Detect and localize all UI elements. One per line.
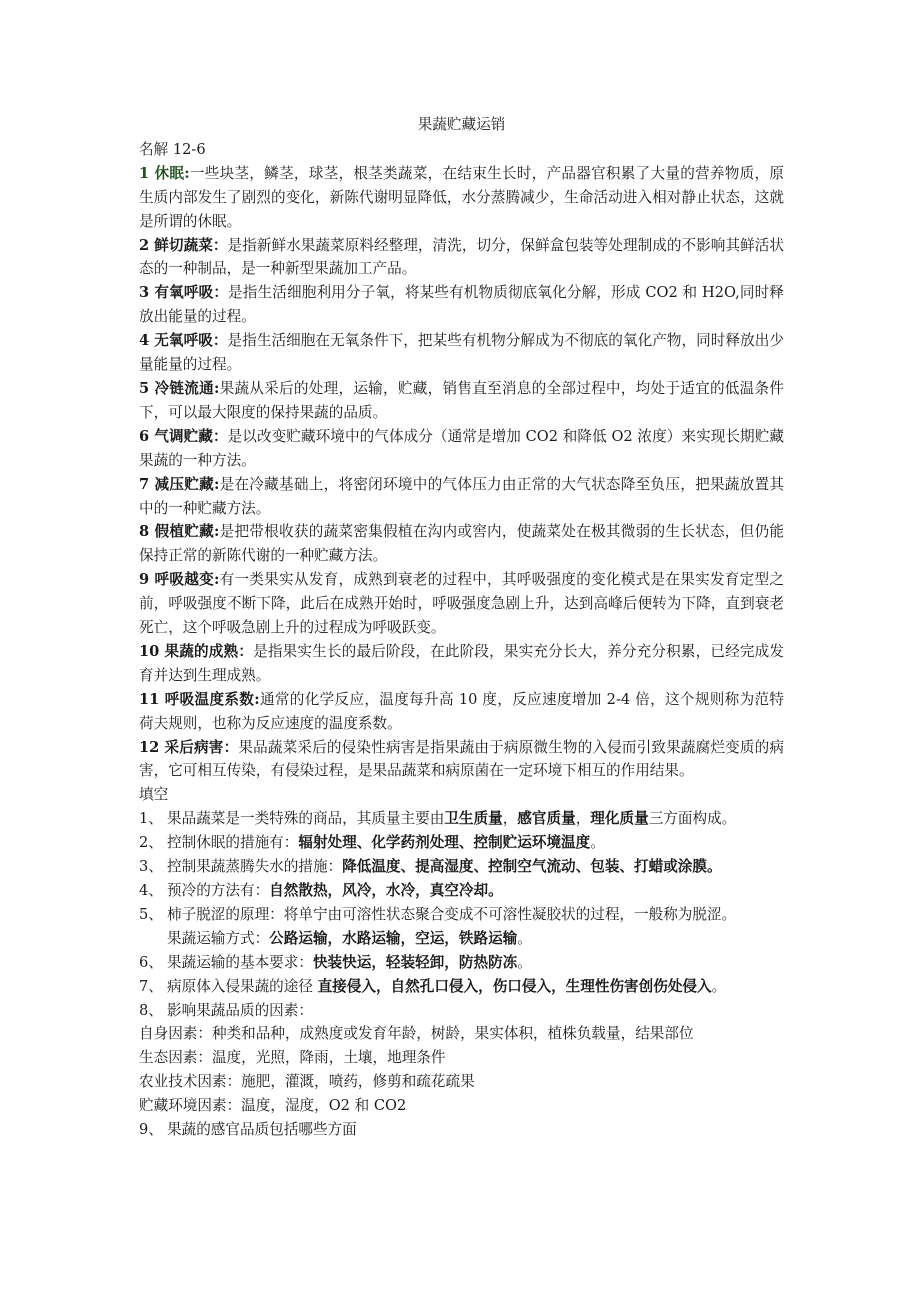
- factor-line: 自身因素：种类和品种，成熟度或发育年龄，树龄，果实体积，植株负载量，结果部位: [139, 1025, 694, 1043]
- item-number: 7、: [139, 977, 163, 995]
- fill-item-5b: [139, 927, 784, 951]
- fill-item-8: [139, 999, 784, 1023]
- fill-item-9: [139, 1118, 784, 1142]
- term-heading: 5 冷链流通: [139, 379, 214, 397]
- item-number: 8、: [139, 1001, 163, 1019]
- question-text: 。: [517, 929, 532, 947]
- term-heading: 8 假植贮藏: [139, 523, 214, 541]
- term-text: 是在冷藏基础上，将密闭环境中的气体压力由正常的大气状态降至负压，把果蔬放置其中的一种贮藏方法。: [139, 475, 784, 517]
- item-number: 2、: [139, 834, 163, 852]
- fill-item-2: [139, 831, 784, 855]
- factor-line: 贮藏环境因素：温度，湿度，O2 和 CO2: [139, 1097, 407, 1115]
- answer-text: 快装快运，轻装轻卸，防热防冻: [312, 953, 518, 971]
- question-text: 三方面构成。: [648, 810, 737, 828]
- term-separator: :: [184, 164, 190, 182]
- item-number: 1、: [139, 810, 163, 828]
- question-text: 果品蔬菜是一类特殊的商品，其质量主要由: [167, 810, 445, 828]
- separator-text: ，: [575, 810, 591, 828]
- term-heading: 7 减压贮藏: [139, 475, 214, 493]
- answer-text: 理化质量: [590, 810, 649, 828]
- term-heading: 1 休眠: [139, 164, 185, 182]
- term-text: 是指生活细胞利用分子氧，将某些有机物质彻底氧化分解，形成 CO2 和 H2O,同时释放出能量的过程。: [139, 284, 784, 326]
- question-text: 果蔬运输方式：: [167, 929, 270, 947]
- term-definition: [139, 329, 784, 377]
- term-text: 是把带根收获的蔬菜密集假植在沟内或窖内，使蔬菜处在极其微弱的生长状态，但仍能保持正常的新陈代谢的一种贮藏方法。: [139, 523, 784, 565]
- item-number: 5、: [139, 905, 163, 923]
- question-text: 果蔬的感官品质包括哪些方面: [167, 1121, 357, 1139]
- question-text: 果蔬运输的基本要求：: [167, 953, 313, 971]
- term-heading: 11 呼吸温度系数: [139, 690, 255, 708]
- question-text: 。: [517, 953, 532, 971]
- answer-text: 降低温度、提高湿度、控制空气流动、包装、打蜡或涂膜。: [342, 858, 722, 876]
- terms-list: [139, 162, 784, 784]
- term-text: 通常的化学反应，温度每升高 10 度，反应速度增加 2-4 倍，这个规则称为范特荷夫规则，也称为反应速度的温度系数。: [139, 690, 785, 732]
- item-number: 4、: [139, 882, 163, 899]
- term-heading: 12 采后病害: [139, 738, 224, 756]
- term-separator: ：: [212, 427, 228, 445]
- term-heading: 10 果蔬的成熟: [139, 642, 239, 660]
- term-separator: ：: [213, 284, 229, 302]
- question-text: 柿子脱涩的原理：将单宁由可溶性状态聚合变成不可溶性凝胶状的过程，一般称为脱涩。: [167, 905, 737, 923]
- question-text: 病原体入侵果蔬的途径: [167, 977, 318, 995]
- term-definition: [139, 736, 784, 784]
- answer-text: 感官质量: [517, 810, 576, 828]
- section-heading-terms: 名解 12-6: [139, 140, 206, 158]
- question-text: 。: [711, 977, 727, 995]
- term-heading: 3 有氧呼吸: [139, 284, 214, 302]
- section-heading-fill: 填空: [139, 786, 169, 804]
- term-heading: 6 气调贮藏: [139, 427, 213, 445]
- item-number: 9、: [139, 1121, 163, 1139]
- term-text: 是指新鲜水果蔬菜原料经整理，清洗，切分，保鲜盒包装等处理制成的不影响其鲜活状态的一种制品，是一种新型果蔬加工产品。: [139, 236, 784, 278]
- term-separator: :: [213, 379, 220, 397]
- term-heading: 9 呼吸越变: [139, 571, 214, 589]
- fill-item-1: [139, 807, 784, 831]
- answer-text: 辐射处理、化学药剂处理、控制贮运环境温度: [298, 834, 591, 852]
- term-heading: 2 鲜切蔬菜: [139, 236, 213, 254]
- term-definition: [139, 425, 784, 473]
- fill-item-6: [139, 951, 784, 975]
- question-text: 控制休眠的措施有：: [167, 834, 299, 852]
- term-text: 有一类果实从发育，成熟到衰老的过程中，其呼吸强度的变化模式是在果实发育定型之前，呼吸强度不断下降，此后在成熟开始时，呼吸强度急剧上升，达到高峰后便转为下降，直到衰老死亡，这个呼吸急剧上升的过程成为呼吸跃变。: [139, 571, 784, 637]
- factor-line: 农业技术因素：施肥，灌溉，喷药，修剪和疏花疏果: [139, 1073, 475, 1091]
- answer-text: 自然散热，风冷，水冷，真空冷却。: [269, 882, 503, 899]
- term-text: 一些块茎，鳞茎，球茎，根茎类蔬菜，在结束生长时，产品器官积累了大量的营养物质，原生质内部发生了剧烈的变化，新陈代谢明显降低，水分蒸腾减少，生命活动进入相对静止状态，这就是所谓的休眠。: [139, 164, 784, 230]
- document-title: 果蔬贮藏运销: [417, 116, 506, 133]
- term-separator: ：: [223, 738, 239, 756]
- question-text: 预冷的方法有：: [167, 882, 270, 899]
- factor-line: 生态因素：温度，光照，降雨，土壤，地理条件: [139, 1049, 446, 1067]
- term-text: 是指果实生长的最后阶段，在此阶段，果实充分长大，养分充分积累，已经完成发育并达到生理成熟。: [139, 642, 784, 684]
- document-body: [139, 113, 784, 1142]
- term-separator: :: [213, 571, 220, 589]
- term-definition: [139, 688, 784, 736]
- term-definition: [139, 377, 784, 425]
- answer-text: 公路运输，水路运输，空运，铁路运输: [269, 929, 518, 947]
- term-definition: [139, 640, 784, 688]
- term-definition: [139, 234, 784, 282]
- fill-item-4: [139, 879, 784, 903]
- question-text: 影响果蔬品质的因素：: [167, 1001, 313, 1019]
- term-definition: [139, 520, 784, 568]
- term-definition: [139, 281, 784, 329]
- fill-item-3: [139, 855, 784, 879]
- term-text: 是以改变贮藏环境中的气体成分（通常是增加 CO2 和降低 O2 浓度）来实现长期贮藏果蔬的一种方法。: [139, 427, 784, 469]
- item-number: 6、: [139, 953, 163, 971]
- term-text: 果蔬从采后的处理，运输，贮藏，销售直至消息的全部过程中，均处于适宜的低温条件下，可以最大限度的保持果蔬的品质。: [139, 379, 784, 421]
- item-number: 3、: [139, 858, 163, 876]
- term-definition: [139, 162, 784, 234]
- term-separator: ：: [212, 332, 228, 350]
- term-text: 果品蔬菜采后的侵染性病害是指果蔬由于病原微生物的入侵而引致果蔬腐烂变质的病害，它可相互传染，有侵染过程，是果品蔬菜和病原菌在一定环境下相互的作用结果。: [139, 738, 784, 780]
- term-separator: ：: [212, 236, 228, 254]
- question-text: 。: [590, 834, 605, 852]
- term-separator: :: [213, 523, 220, 541]
- term-heading: 4 无氧呼吸: [139, 332, 213, 350]
- term-definition: [139, 568, 784, 640]
- question-text: 控制果蔬蒸腾失水的措施：: [167, 858, 343, 876]
- term-text: 是指生活细胞在无氧条件下，把某些有机物分解成为不彻底的氧化产物，同时释放出少量能量的过程。: [139, 332, 784, 374]
- fill-item-5: [139, 903, 784, 927]
- answer-text: 卫生质量: [444, 810, 503, 828]
- term-separator: ：: [238, 642, 254, 660]
- term-definition: [139, 473, 784, 521]
- term-separator: :: [254, 690, 260, 708]
- answer-text: 直接侵入，自然孔口侵入，伤口侵入，生理性伤害创伤处侵入: [317, 977, 712, 995]
- term-separator: :: [213, 475, 220, 493]
- fill-item-7: [139, 975, 784, 999]
- separator-text: ，: [502, 810, 518, 828]
